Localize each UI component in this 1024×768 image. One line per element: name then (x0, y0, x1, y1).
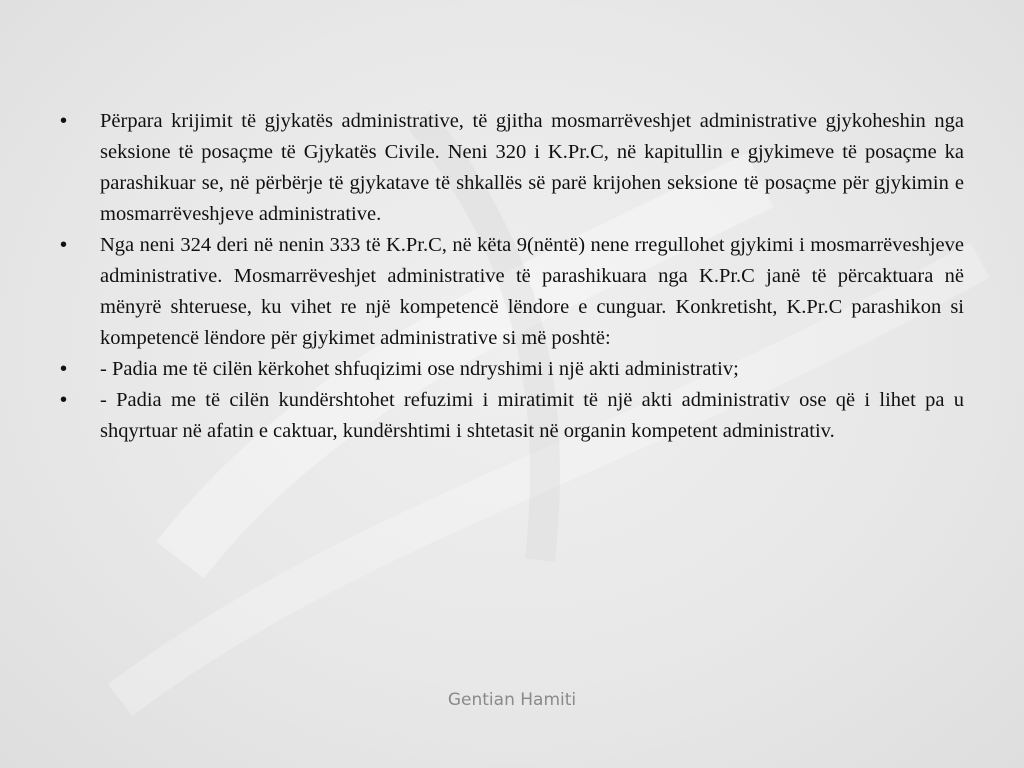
bullet-point-icon: • (60, 110, 68, 132)
bullet-text: Përpara krijimit të gjykatës administrative, të gjitha mosmarrëveshjet administrative gjykoheshin nga seksione të posaçme të Gjykatës Civile. Neni 320 i K.Pr.C, në kapitullin e gjykimeve të posaçme ka parashikuar se, në përbërje të gjykatave të shkallës së parë krijohen seksione të posaçme për gjykimin e mosmarrëveshjeve administrative. (100, 110, 964, 225)
bullet-text: - Padia me të cilën kërkohet shfuqizimi ose ndryshimi i një akti administrativ; (100, 358, 739, 380)
list-item (60, 230, 964, 354)
list-item (60, 385, 964, 447)
bullet-text: Nga neni 324 deri në nenin 333 të K.Pr.C, në këta 9(nëntë) nene rregullohet gjykimi i mosmarrëveshjeve administrative. Mosmarrëveshjet administrative të parashikuara nga K.Pr.C janë të përcaktuara në mënyrë shteruese, ku vihet re një kompetencë lëndore e cunguar. Konkretisht, K.Pr.C parashikon si kompetencë lëndore për gjykimet administrative si më poshtë: (100, 234, 964, 349)
bullet-point-icon: • (60, 358, 68, 380)
bullet-point-icon: • (60, 389, 68, 411)
bullet-list (60, 106, 964, 447)
bullet-text: - Padia me të cilën kundërshtohet refuzimi i miratimit të një akti administrativ ose që i lihet pa u shqyrtuar në afatin e caktuar, kundërshtimi i shtetasit në organin kompetent administrativ. (100, 389, 964, 442)
list-item (60, 354, 964, 385)
bullet-point-icon: • (60, 234, 68, 256)
footer-author: Gentian Hamiti (447, 690, 577, 710)
list-item (60, 106, 964, 230)
